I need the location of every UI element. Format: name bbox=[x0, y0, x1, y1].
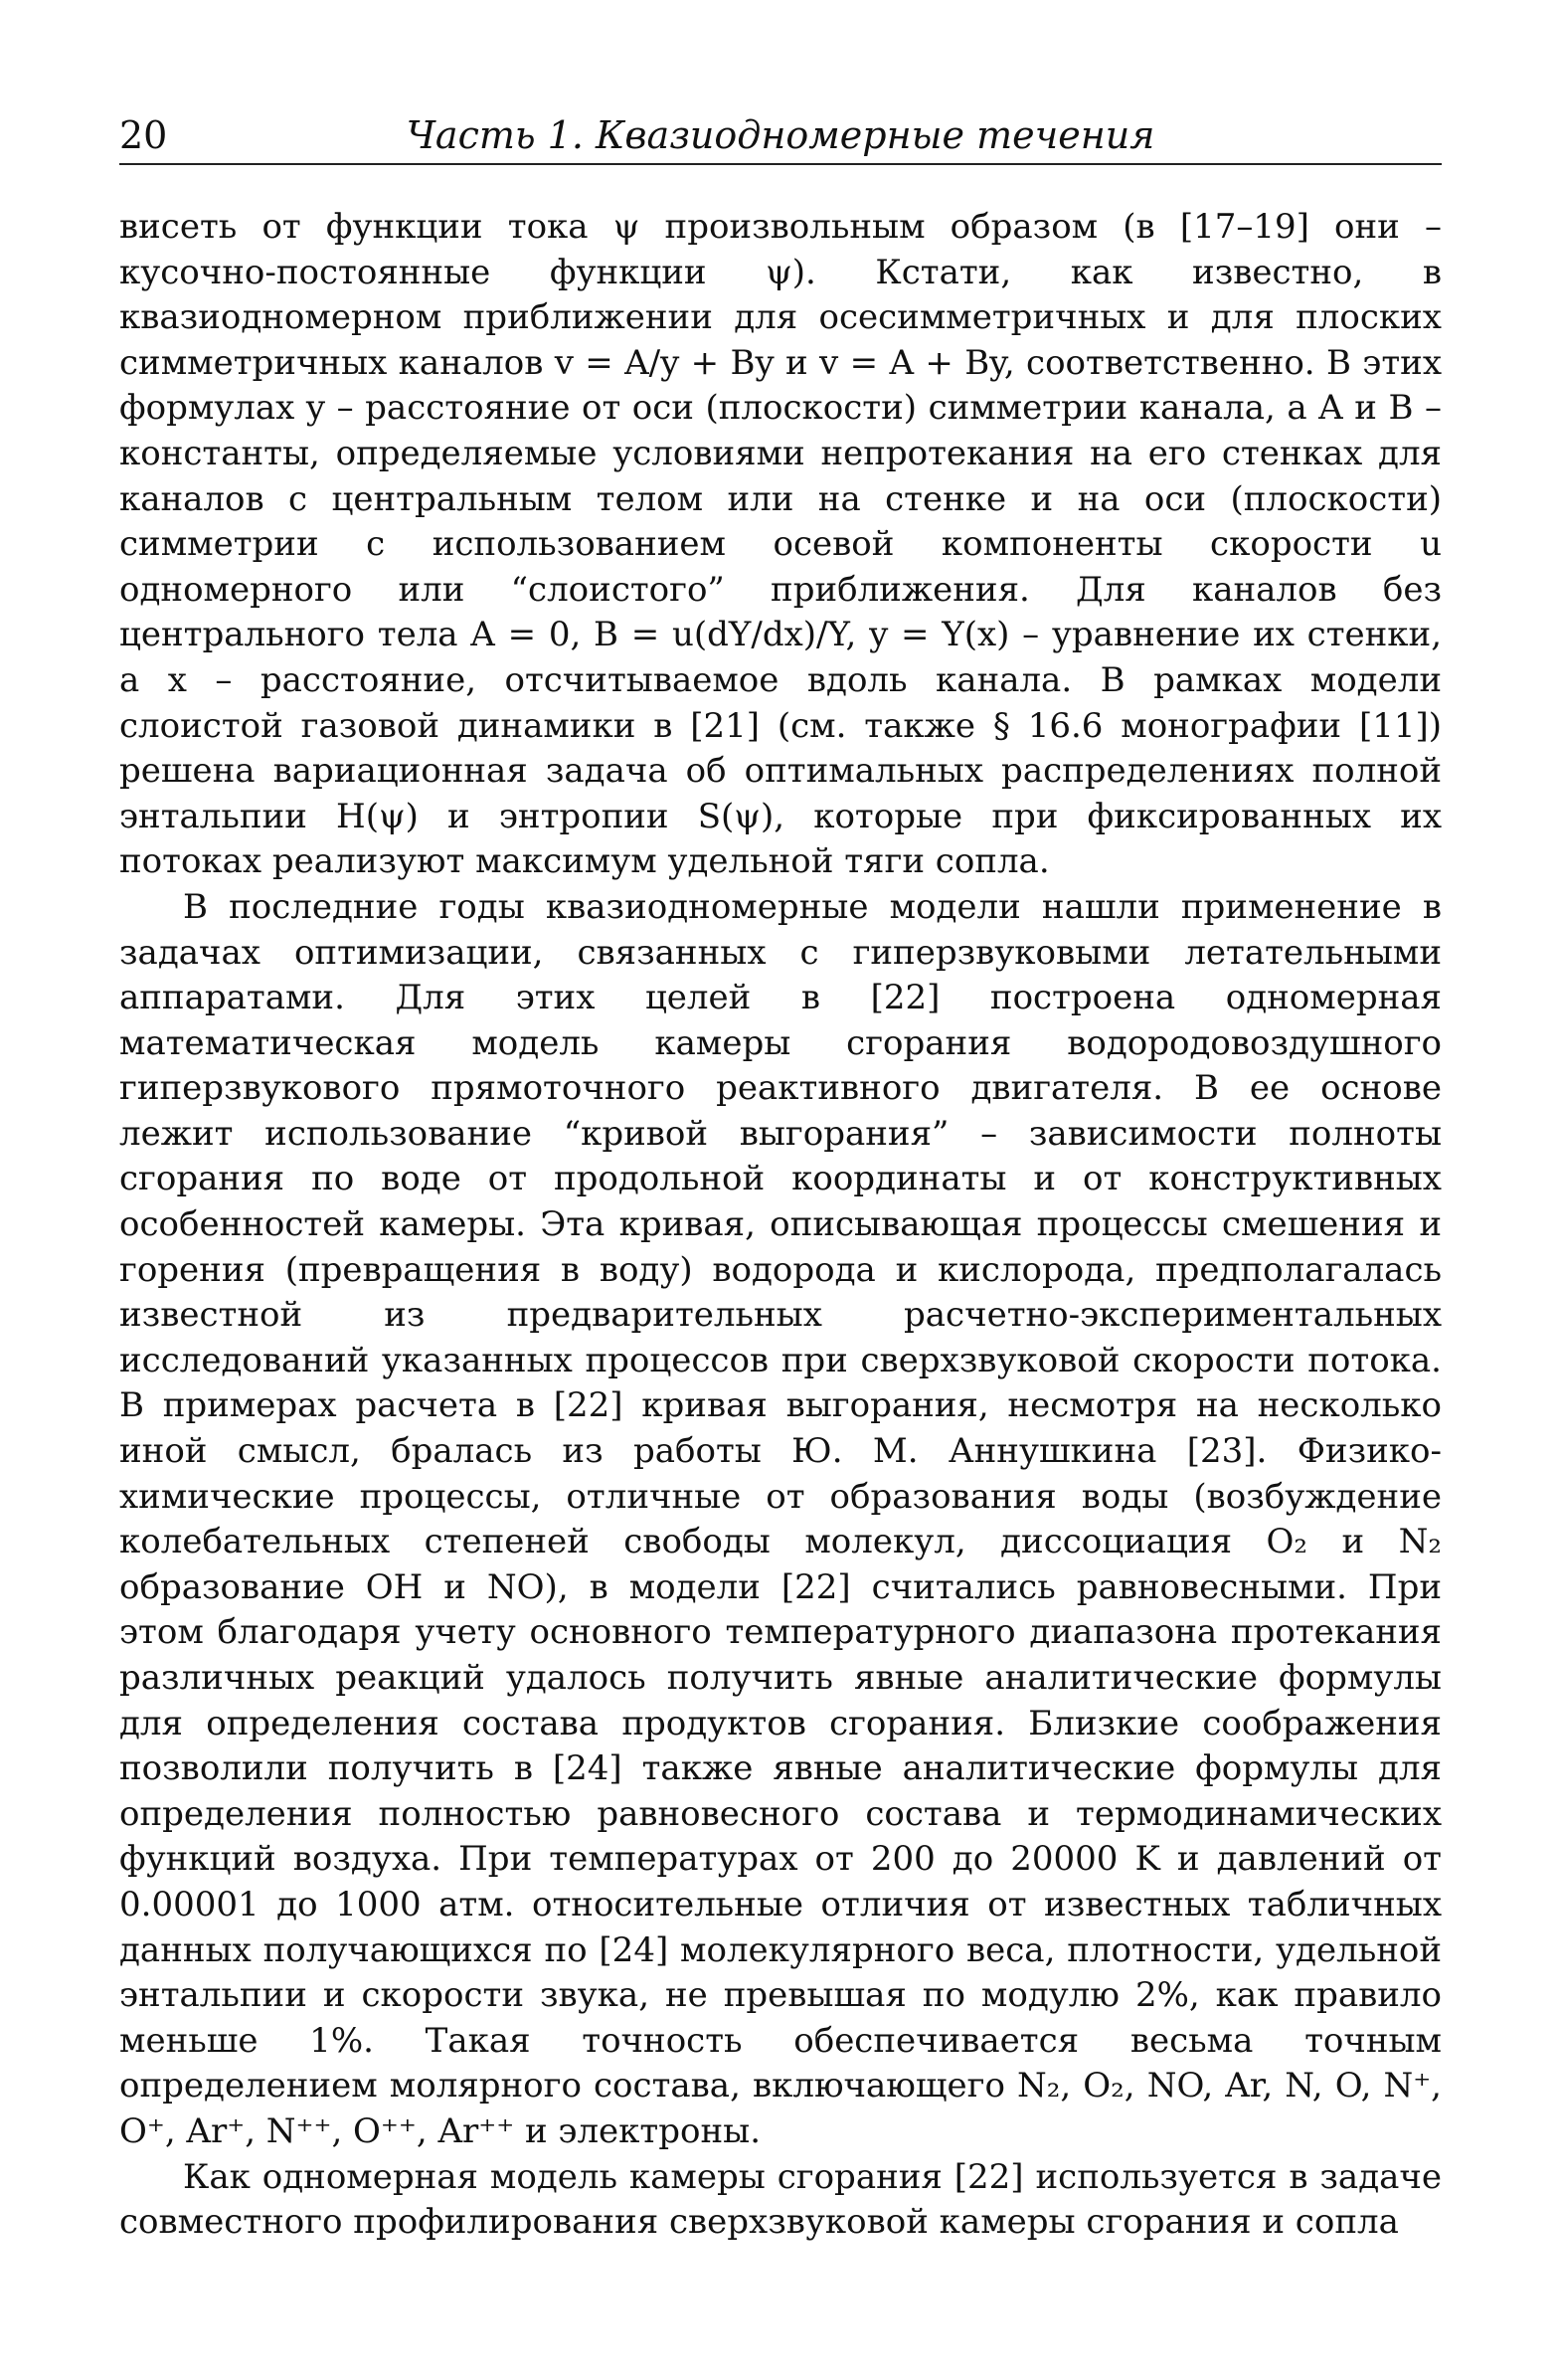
body-text bbox=[119, 205, 1442, 2246]
running-title: Часть 1. Квазиодномерные течения bbox=[406, 113, 1155, 157]
paragraph-combustion-chamber: Как одномерная модель камеры сгорания [22] используется в задаче совместного профилирования сверхзвуковой камеры сгорания и сопла bbox=[119, 2156, 1442, 2243]
paragraph-continued: висеть от функции тока ψ произвольным образом (в [17–19] они – кусочно-постоянные функции ψ). Кстати, как известно, в квазиодномерном приближении для осесимметричных и для плоских симметричных каналов v = A/y + By и v = A + By, соответственно. В этих формулах y – расстояние от оси (плоскости) симметрии канала, а A и B – константы, определяемые условиями непротекания на его стенках для каналов с центральным телом или на стенке и на оси (плоскости) симметрии с использованием осевой компоненты скорости u одномерного или “слоистого” приближения. Для каналов без центрального тела A = 0, B = u(dY/dx)/Y, y = Y(x) – уравнение их стенки, а x – расстояние, отсчитываемое вдоль канала. В рамках модели слоистой газовой динамики в [21] (см. также § 16.6 монографии [11]) решена вариационная задача об оптимальных распределениях полной энтальпии H(ψ) и энтропии S(ψ), которые при фиксированных их потоках реализуют максимум удельной тяги сопла. bbox=[119, 207, 1442, 882]
page-number: 20 bbox=[119, 113, 168, 157]
running-header bbox=[119, 107, 1442, 165]
page bbox=[119, 107, 1442, 2246]
paragraph-quasi-1d-models: В последние годы квазиодномерные модели нашли применение в задачах оптимизации, связанных с гиперзвуковыми летательными аппаратами. Для этих целей в [22] построена одномерная математическая модель камеры сгорания водородовоздушного гиперзвукового прямоточного реактивного двигателя. В ее основе лежит использование “кривой выгорания” – зависимости полноты сгорания по воде от продольной координаты и от конструктивных особенностей камеры. Эта кривая, описывающая процессы смешения и горения (превращения в воду) водорода и кислорода, предполагалась известной из предварительных расчетно-экспериментальных исследований указанных процессов при сверхзвуковой скорости потока. В примерах расчета в [22] кривая выгорания, несмотря на несколько иной смысл, бралась из работы Ю. М. Аннушкина [23]. Физико-химические процессы, отличные от образования воды (возбуждение колебательных степеней свободы молекул, диссоциация O₂ и N₂ образование OH и NO), в модели [22] считались равновесными. При этом благодаря учету основного температурного диапазона протекания различных реакций удалось получить явные аналитические формулы для определения состава продуктов сгорания. Близкие соображения позволили получить в [24] также явные аналитические формулы для определения полностью равновесного состава и термодинамических функций воздуха. При температурах от 200 до 20000 K и давлений от 0.00001 до 1000 атм. относительные отличия от известных табличных данных получающихся по [24] молекулярного веса, плотности, удельной энтальпии и скорости звука, не превышая по модулю 2%, как правило меньше 1%. Такая точность обеспечивается весьма точным определением молярного состава, включающего N₂, O₂, NO, Ar, N, O, N⁺, O⁺, Ar⁺, N⁺⁺, O⁺⁺, Ar⁺⁺ и электроны. bbox=[119, 886, 1442, 2151]
